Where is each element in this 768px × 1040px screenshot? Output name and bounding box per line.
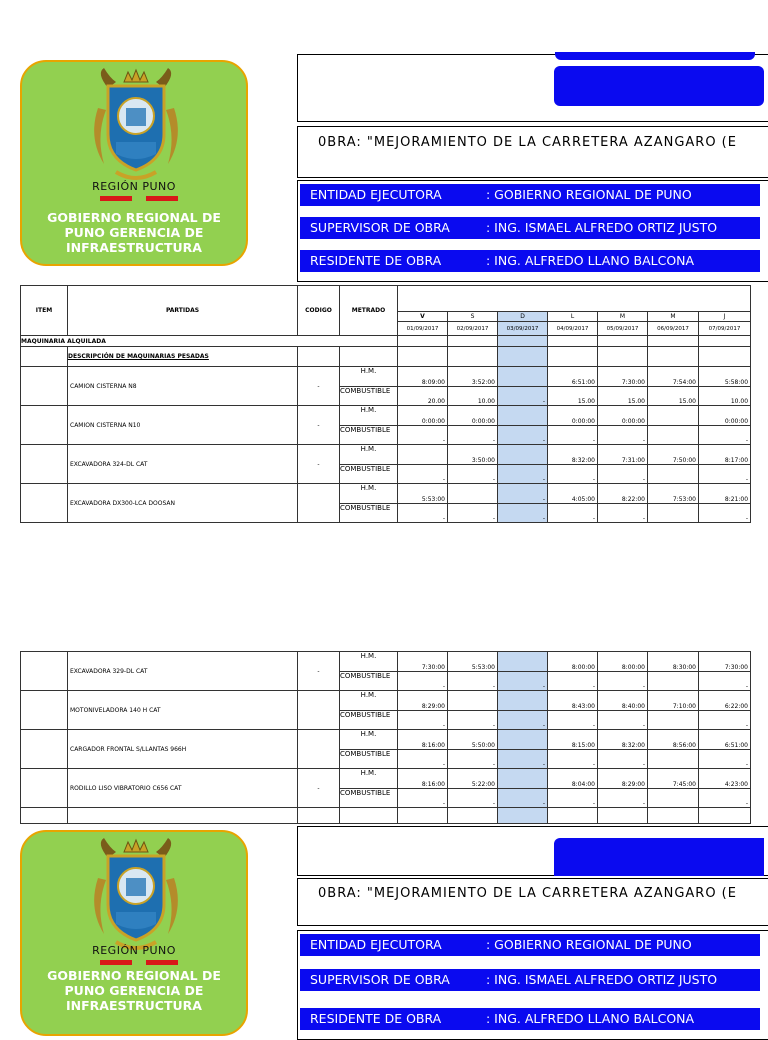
comb-value: 15.00 bbox=[598, 387, 648, 406]
day-header: M bbox=[598, 312, 648, 322]
comb-value: - bbox=[398, 672, 448, 691]
machinery-rows-1 bbox=[21, 367, 751, 523]
comb-value: - bbox=[498, 504, 548, 523]
machinery-table-2 bbox=[20, 651, 751, 824]
comb-value: - bbox=[598, 504, 648, 523]
day-header: L bbox=[548, 312, 598, 322]
comb-value: - bbox=[398, 426, 448, 445]
supervisor-value: : ING. ISMAEL ALFREDO ORTIZ JUSTO bbox=[486, 220, 718, 235]
comb-value: - bbox=[598, 711, 648, 730]
comb-value: - bbox=[699, 750, 751, 769]
entidad-label: ENTIDAD EJECUTORA bbox=[310, 937, 442, 952]
day-header: S bbox=[448, 312, 498, 322]
item-cell bbox=[21, 367, 68, 406]
hm-value: 7:30:00 bbox=[398, 652, 448, 672]
obra-title: 0BRA: "MEJORAMIENTO DE LA CARRETERA AZANGARO (E bbox=[318, 135, 737, 150]
codigo-cell: - bbox=[298, 406, 340, 445]
comb-value: - bbox=[699, 789, 751, 808]
comb-value bbox=[648, 672, 699, 691]
hm-value: 3:52:00 bbox=[448, 367, 498, 387]
machine-hm-row bbox=[21, 691, 751, 711]
subsection-title: DESCRIPCIÓN DE MAQUINARIAS PESADAS bbox=[68, 347, 298, 367]
hm-value: 5:58:00 bbox=[699, 367, 751, 387]
comb-value: - bbox=[398, 750, 448, 769]
comb-value bbox=[648, 426, 699, 445]
hm-value: 8:04:00 bbox=[548, 769, 598, 789]
hm-value: 8:09:00 bbox=[398, 367, 448, 387]
hm-value bbox=[498, 769, 548, 789]
comb-value: - bbox=[699, 465, 751, 484]
day-header: M bbox=[648, 312, 699, 322]
residente-row bbox=[300, 1008, 760, 1030]
hm-value: 5:53:00 bbox=[448, 652, 498, 672]
day-header: V bbox=[398, 312, 448, 322]
combustible-label: COMBUSTIBLE bbox=[340, 387, 398, 406]
combustible-label: COMBUSTIBLE bbox=[340, 426, 398, 445]
comb-value: - bbox=[498, 711, 548, 730]
comb-value: 15.00 bbox=[648, 387, 699, 406]
hm-value bbox=[448, 691, 498, 711]
hm-label: H.M. bbox=[340, 769, 398, 789]
comb-value: 15.00 bbox=[548, 387, 598, 406]
hm-value bbox=[498, 730, 548, 750]
comb-value: - bbox=[448, 711, 498, 730]
hm-value: 8:43:00 bbox=[548, 691, 598, 711]
hm-label: H.M. bbox=[340, 691, 398, 711]
comb-value: - bbox=[498, 465, 548, 484]
comb-value: - bbox=[598, 750, 648, 769]
machine-name: EXCAVADORA DX300-LCA DOOSAN bbox=[68, 484, 298, 523]
date-header: 04/09/2017 bbox=[548, 322, 598, 336]
hm-label: H.M. bbox=[340, 730, 398, 750]
col-codigo-header: CODIGO bbox=[298, 286, 340, 336]
comb-value bbox=[648, 750, 699, 769]
machine-hm-row bbox=[21, 652, 751, 672]
combustible-label: COMBUSTIBLE bbox=[340, 672, 398, 691]
item-cell bbox=[21, 484, 68, 523]
hm-value: 8:30:00 bbox=[648, 652, 699, 672]
day-header: D bbox=[498, 312, 548, 322]
comb-value: - bbox=[699, 672, 751, 691]
region-label: REGIÓN PUNO bbox=[92, 180, 176, 193]
comb-value bbox=[648, 711, 699, 730]
item-cell bbox=[21, 730, 68, 769]
codigo-cell: - bbox=[298, 652, 340, 691]
col-metrado-header: METRADO bbox=[340, 286, 398, 336]
header-blue-tab bbox=[555, 52, 755, 60]
comb-value: - bbox=[598, 465, 648, 484]
comb-value: - bbox=[699, 711, 751, 730]
red-bar-right bbox=[146, 960, 178, 965]
org-name: GOBIERNO REGIONAL DE PUNO GERENCIA DE INFRAESTRUCTURA bbox=[47, 968, 221, 1013]
codigo-cell bbox=[298, 484, 340, 523]
hm-value bbox=[498, 652, 548, 672]
machine-name: RODILLO LISO VIBRATORIO C656 CAT bbox=[68, 769, 298, 808]
logo-card bbox=[20, 830, 248, 1036]
comb-value: - bbox=[448, 465, 498, 484]
comb-value: - bbox=[498, 672, 548, 691]
comb-value: - bbox=[598, 672, 648, 691]
entidad-value: : GOBIERNO REGIONAL DE PUNO bbox=[486, 187, 692, 202]
hm-label: H.M. bbox=[340, 445, 398, 465]
hm-value: 7:54:00 bbox=[648, 367, 699, 387]
comb-value: - bbox=[699, 504, 751, 523]
entidad-row bbox=[300, 184, 760, 206]
header-blue-block bbox=[554, 838, 764, 876]
comb-value: - bbox=[398, 465, 448, 484]
col-partidas-header: PARTIDAS bbox=[68, 286, 298, 336]
hm-value: 4:05:00 bbox=[548, 484, 598, 504]
codigo-cell: - bbox=[298, 367, 340, 406]
col-item-header: ITEM bbox=[21, 286, 68, 336]
supervisor-row bbox=[300, 969, 760, 991]
hm-value bbox=[498, 367, 548, 387]
residente-label: RESIDENTE DE OBRA bbox=[310, 1011, 442, 1026]
comb-value: - bbox=[548, 750, 598, 769]
item-cell bbox=[21, 445, 68, 484]
hm-value: 7:53:00 bbox=[648, 484, 699, 504]
combustible-label: COMBUSTIBLE bbox=[340, 711, 398, 730]
comb-value: - bbox=[548, 426, 598, 445]
residente-row bbox=[300, 250, 760, 272]
comb-value: - bbox=[498, 750, 548, 769]
hm-value: 8:16:00 bbox=[398, 730, 448, 750]
entidad-value: : GOBIERNO REGIONAL DE PUNO bbox=[486, 937, 692, 952]
hm-value: 0:00:00 bbox=[699, 406, 751, 426]
combustible-label: COMBUSTIBLE bbox=[340, 465, 398, 484]
comb-value: - bbox=[448, 672, 498, 691]
hm-value: 8:22:00 bbox=[598, 484, 648, 504]
red-bar-left bbox=[100, 960, 132, 965]
machine-name: EXCAVADORA 324-DL CAT bbox=[68, 445, 298, 484]
hm-value bbox=[398, 445, 448, 465]
red-bar-right bbox=[146, 196, 178, 201]
machine-hm-row bbox=[21, 406, 751, 426]
hm-value: 8:29:00 bbox=[398, 691, 448, 711]
machine-hm-row bbox=[21, 484, 751, 504]
hm-value: 8:29:00 bbox=[598, 769, 648, 789]
date-header: 06/09/2017 bbox=[648, 322, 699, 336]
hm-value: 5:22:00 bbox=[448, 769, 498, 789]
combustible-label: COMBUSTIBLE bbox=[340, 750, 398, 769]
supervisor-value: : ING. ISMAEL ALFREDO ORTIZ JUSTO bbox=[486, 972, 718, 987]
hm-label: H.M. bbox=[340, 406, 398, 426]
comb-value: - bbox=[548, 711, 598, 730]
hm-value: 8:32:00 bbox=[548, 445, 598, 465]
hm-value: 0:00:00 bbox=[398, 406, 448, 426]
hm-value: 8:56:00 bbox=[648, 730, 699, 750]
codigo-cell bbox=[298, 730, 340, 769]
logo-card bbox=[20, 60, 248, 266]
machinery-table-1 bbox=[20, 285, 751, 523]
date-header: 05/09/2017 bbox=[598, 322, 648, 336]
region-label: REGIÓN PUNO bbox=[92, 944, 176, 957]
entidad-label: ENTIDAD EJECUTORA bbox=[310, 187, 442, 202]
combustible-label: COMBUSTIBLE bbox=[340, 789, 398, 808]
hm-label: H.M. bbox=[340, 484, 398, 504]
region-puno-seal-icon bbox=[86, 68, 186, 186]
comb-value: - bbox=[498, 387, 548, 406]
machine-hm-row bbox=[21, 367, 751, 387]
hm-value: 6:51:00 bbox=[548, 367, 598, 387]
hm-value: 8:32:00 bbox=[598, 730, 648, 750]
combustible-label: COMBUSTIBLE bbox=[340, 504, 398, 523]
hm-value: 8:16:00 bbox=[398, 769, 448, 789]
comb-value: - bbox=[448, 426, 498, 445]
comb-value: 10.00 bbox=[448, 387, 498, 406]
comb-value: - bbox=[598, 426, 648, 445]
obra-title: 0BRA: "MEJORAMIENTO DE LA CARRETERA AZANGARO (E bbox=[318, 886, 737, 901]
comb-value: 10.00 bbox=[699, 387, 751, 406]
comb-value: - bbox=[548, 672, 598, 691]
machine-name: CAMION CISTERNA N10 bbox=[68, 406, 298, 445]
comb-value bbox=[648, 504, 699, 523]
comb-value: - bbox=[548, 465, 598, 484]
comb-value: - bbox=[699, 426, 751, 445]
codigo-cell bbox=[298, 691, 340, 730]
item-cell bbox=[21, 691, 68, 730]
machine-hm-row bbox=[21, 445, 751, 465]
residente-label: RESIDENTE DE OBRA bbox=[310, 253, 442, 268]
hm-value: 8:17:00 bbox=[699, 445, 751, 465]
date-header: 07/09/2017 bbox=[699, 322, 751, 336]
hm-value: 0:00:00 bbox=[598, 406, 648, 426]
dates-header-blank bbox=[398, 286, 751, 312]
section-title: MAQUINARIA ALQUILADA bbox=[21, 336, 398, 347]
hm-value: 6:22:00 bbox=[699, 691, 751, 711]
day-header: J bbox=[699, 312, 751, 322]
supervisor-row bbox=[300, 217, 760, 239]
comb-value: - bbox=[448, 504, 498, 523]
machinery-rows-2 bbox=[21, 652, 751, 808]
machine-name: MOTONIVELADORA 140 H CAT bbox=[68, 691, 298, 730]
item-cell bbox=[21, 652, 68, 691]
comb-value: - bbox=[448, 789, 498, 808]
residente-value: : ING. ALFREDO LLANO BALCONA bbox=[486, 253, 695, 268]
comb-value: - bbox=[398, 789, 448, 808]
hm-value: 5:53:00 bbox=[398, 484, 448, 504]
date-header: 02/09/2017 bbox=[448, 322, 498, 336]
comb-value: - bbox=[498, 426, 548, 445]
hm-value bbox=[498, 445, 548, 465]
item-cell bbox=[21, 769, 68, 808]
obra-box bbox=[297, 126, 768, 178]
date-header: 03/09/2017 bbox=[498, 322, 548, 336]
hm-value: - bbox=[498, 484, 548, 504]
hm-value: 8:40:00 bbox=[598, 691, 648, 711]
hm-value: 3:50:00 bbox=[448, 445, 498, 465]
comb-value: - bbox=[448, 750, 498, 769]
hm-value: 8:00:00 bbox=[598, 652, 648, 672]
supervisor-label: SUPERVISOR DE OBRA bbox=[310, 972, 450, 987]
org-name: GOBIERNO REGIONAL DE PUNO GERENCIA DE INFRAESTRUCTURA bbox=[47, 210, 221, 255]
comb-value bbox=[648, 789, 699, 808]
comb-value: - bbox=[398, 711, 448, 730]
comb-value: - bbox=[498, 789, 548, 808]
hm-value: 8:21:00 bbox=[699, 484, 751, 504]
hm-value: 7:50:00 bbox=[648, 445, 699, 465]
hm-value: 7:31:00 bbox=[598, 445, 648, 465]
hm-value bbox=[448, 484, 498, 504]
hm-label: H.M. bbox=[340, 367, 398, 387]
item-cell bbox=[21, 406, 68, 445]
comb-value: - bbox=[548, 504, 598, 523]
hm-value: 7:30:00 bbox=[598, 367, 648, 387]
machine-name: CARGADOR FRONTAL S/LLANTAS 966H bbox=[68, 730, 298, 769]
machine-hm-row bbox=[21, 769, 751, 789]
hm-label: H.M. bbox=[340, 652, 398, 672]
date-header: 01/09/2017 bbox=[398, 322, 448, 336]
hm-value bbox=[498, 406, 548, 426]
comb-value bbox=[648, 465, 699, 484]
header-blue-block bbox=[554, 66, 764, 106]
hm-value bbox=[648, 406, 699, 426]
machine-name: EXCAVADORA 329-DL CAT bbox=[68, 652, 298, 691]
hm-value: 4:23:00 bbox=[699, 769, 751, 789]
comb-value: - bbox=[598, 789, 648, 808]
hm-value: 6:51:00 bbox=[699, 730, 751, 750]
machine-name: CAMION CISTERNA N8 bbox=[68, 367, 298, 406]
hm-value: 0:00:00 bbox=[548, 406, 598, 426]
codigo-cell: - bbox=[298, 769, 340, 808]
machine-hm-row bbox=[21, 730, 751, 750]
hm-value: 0:00:00 bbox=[448, 406, 498, 426]
hm-value: 7:45:00 bbox=[648, 769, 699, 789]
entidad-row bbox=[300, 934, 760, 956]
hm-value bbox=[498, 691, 548, 711]
hm-value: 8:15:00 bbox=[548, 730, 598, 750]
residente-value: : ING. ALFREDO LLANO BALCONA bbox=[486, 1011, 695, 1026]
codigo-cell: - bbox=[298, 445, 340, 484]
supervisor-label: SUPERVISOR DE OBRA bbox=[310, 220, 450, 235]
hm-value: 7:10:00 bbox=[648, 691, 699, 711]
region-puno-seal-icon bbox=[86, 838, 186, 956]
hm-value: 8:00:00 bbox=[548, 652, 598, 672]
comb-value: - bbox=[398, 504, 448, 523]
comb-value: 20.00 bbox=[398, 387, 448, 406]
red-bar-left bbox=[100, 196, 132, 201]
hm-value: 5:50:00 bbox=[448, 730, 498, 750]
comb-value: - bbox=[548, 789, 598, 808]
hm-value: 7:30:00 bbox=[699, 652, 751, 672]
